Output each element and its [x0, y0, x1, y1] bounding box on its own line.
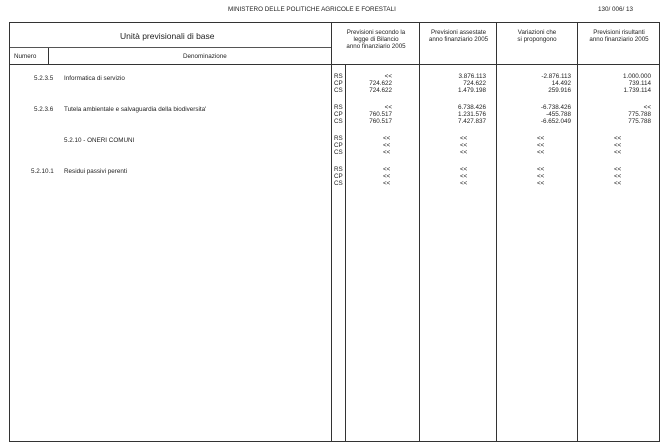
row-codes: RS CP CS: [334, 73, 343, 95]
ministry-title: MINISTERO DELLE POLITICHE AGRICOLE E FORESTALI: [228, 6, 396, 13]
row-col4: 1.000.000 739.114 1.739.114: [622, 73, 651, 95]
row-col2: << << <<: [460, 166, 468, 188]
row-col4: << << <<: [614, 166, 622, 188]
row-col4: << << <<: [614, 135, 622, 157]
row-codes: RS CP CS: [334, 104, 343, 126]
denominazione-header: Denominazione: [183, 53, 227, 60]
row-denominazione: Informatica di servizio: [64, 75, 125, 82]
row-col3: << << <<: [537, 135, 545, 157]
row-col1: << << <<: [383, 135, 391, 157]
col1-header: Previsioni secondo la legge di Bilancio anno finanziario 2005: [346, 29, 406, 50]
row-denominazione: Tutela ambientale e salvaguardia della biodiversita': [64, 106, 207, 113]
unita-header: Unità previsionali di base: [120, 31, 215, 41]
row-col1: << 760.517 760.517: [369, 104, 392, 126]
row-numero: 5.2.3.5: [34, 75, 54, 82]
page-reference: 130/ 006/ 13: [598, 6, 634, 13]
col2-header: Previsioni assestate anno finanziario 2005: [428, 29, 489, 43]
row-col3: -6.738.426 -455.788 -6.652.049: [540, 104, 571, 126]
row-numero: 5.2.3.6: [34, 106, 54, 113]
numero-header: Numero: [14, 53, 37, 60]
row-col2: 6.738.426 1.231.576 7.427.837: [457, 104, 486, 126]
row-numero: 5.2.10.1: [31, 168, 54, 175]
row-denominazione: Residui passivi perenti: [64, 168, 127, 175]
row-col1: << 724.622 724.622: [369, 73, 392, 95]
row-codes: RS CP CS: [334, 166, 343, 188]
row-col3: << << <<: [537, 166, 545, 188]
row-col3: -2.876.113 14.492 259.916: [541, 73, 571, 95]
col3-header: Variazioni che si propongono: [517, 29, 557, 43]
row-codes: RS CP CS: [334, 135, 343, 157]
row-col2: << << <<: [460, 135, 468, 157]
row-denominazione: 5.2.10 - ONERI COMUNI: [64, 137, 135, 144]
row-col2: 3.876.113 724.622 1.479.198: [457, 73, 486, 95]
col4-header: Previsioni risultanti anno finanziario 2005: [589, 29, 649, 43]
row-col4: << 775.788 775.788: [628, 104, 651, 126]
row-col1: << << <<: [383, 166, 391, 188]
